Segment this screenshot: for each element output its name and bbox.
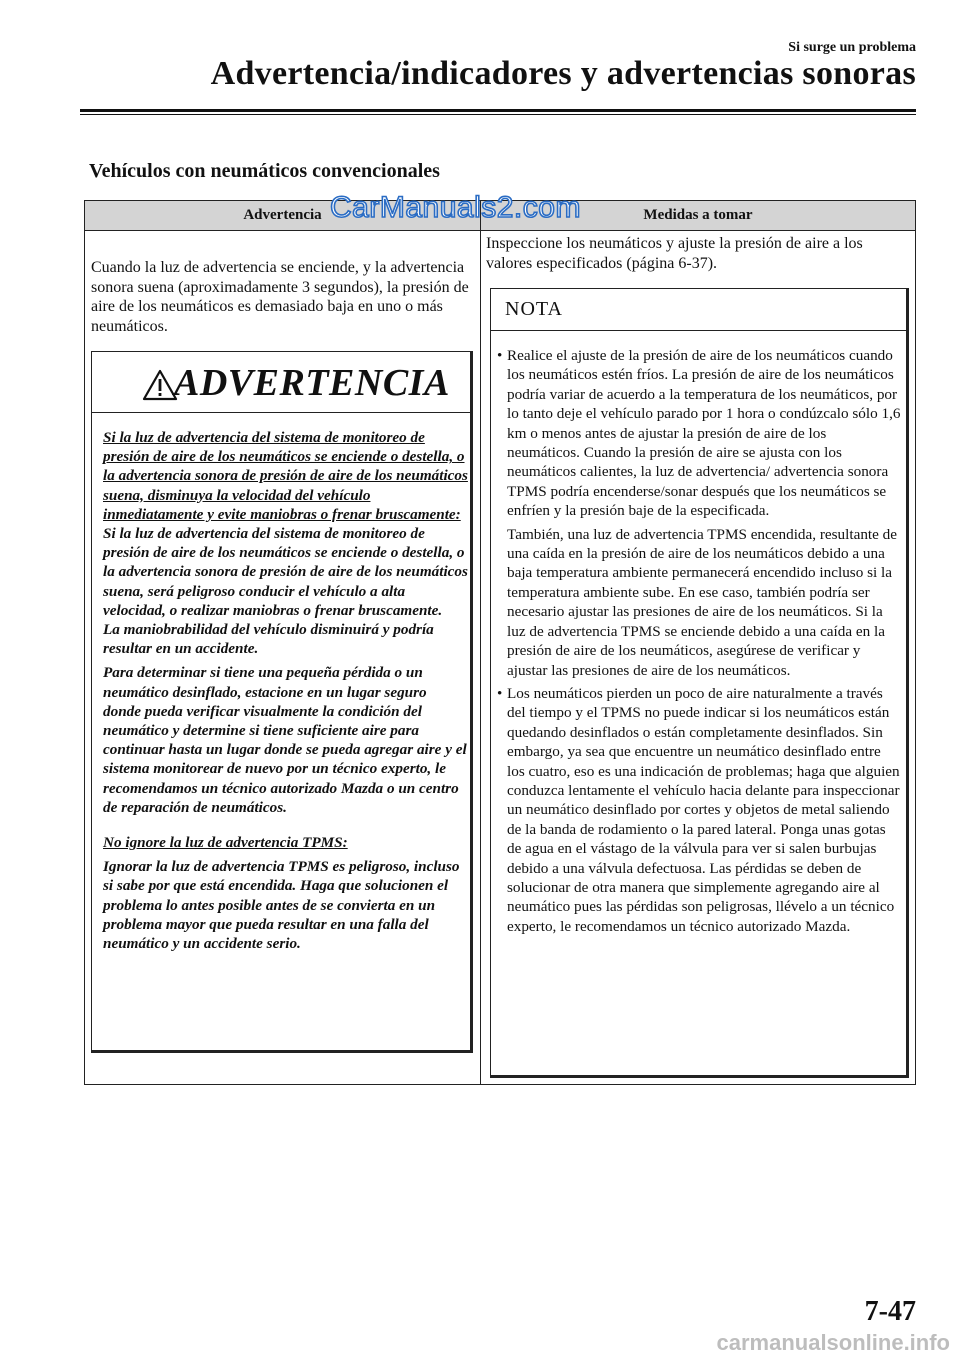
header-rule	[80, 109, 916, 115]
nota-bullet-2-text: Los neumáticos pierden un poco de aire naturalmente a través del tiempo y el TPMS no puede indicar si los neumáticos están quedando desinflados o están completamente desinflados. Sin embargo, ya sea que encuentre un neumático desinflado entre los cuatro, eso es una indicación de problemas; haga que alguien conduzca lentamente el vehículo hacia delante para inspeccionar un neumático desinflado por cortes y objetos de metal saliendo de la banda de rodamiento o la pared lateral. Ponga unas gotas de agua en el vástago de la válvula para ver si salen burbujas debido a una válvula defectuosa. Las pérdidas se deben de solucionar de otra manera que simplemente agregando aire al neumático pues las pérdidas son peligrosas, llévelo a un técnico experto, le recomendamos un técnico autorizado Mazda.	[507, 684, 900, 935]
warning-description: Cuando la luz de advertencia se enciende, y la advertencia sonora suena (aproximadamente 3 segundos), la presión de aire de los neumáticos es demasiado baja en uno o más neumáticos.	[91, 259, 469, 335]
nota-bullet-2	[497, 684, 901, 936]
bullet-dot: •	[497, 684, 503, 702]
chapter-label: Si surge un problema	[788, 40, 916, 55]
nota-bullet-1-text: Realice el ajuste de la presión de aire de los neumáticos cuando los neumáticos estén fríos. La presión de aire de los neumáticos podría variar de acuerdo a la temperatura de los neumáticos, por lo tanto deje el vehículo parado por 1 hora o condúzcalo sólo 1,6 km o menos antes de ajustar la presión de aire de los neumáticos. Cuando la presión de aire se ajusta con los neumáticos calientes, la luz de advertencia/ advertencia sonora TPMS podría encenderse/sonar después que los neumáticos se enfríen y la presión baje de la especificada.	[507, 347, 901, 520]
advertencia-paragraph-3: Para determinar si tiene una pequeña pérdida o un neumático desinflado, estacione en un lugar seguro donde pueda verificar visualmente la condición del neumático y determine si tiene suficiente aire para continuar hasta un lugar donde se pueda agregar aire y el sistema monitorear de nuevo por un técnico experto, le recomendamos un técnico autorizado Mazda o un centro de reparación de neumáticos.	[103, 664, 467, 816]
section-title: Vehículos con neumáticos convencionales	[89, 160, 440, 182]
advertencia-heading-2: No ignore la luz de advertencia TPMS:	[103, 834, 348, 852]
action-text: Inspeccione los neumáticos y ajuste la presión de aire a los valores especificados (página 6-37).	[486, 235, 863, 272]
nota-header	[491, 289, 906, 331]
advertencia-paragraph-1: Si la luz de advertencia del sistema de monitoreo de presión de aire de los neumáticos se enciende o destella, o la advertencia sonora de presión de aire de los neumáticos suena, será peligroso conducir el vehículo a alta velocidad, o realizar maniobras o frenar bruscamente.	[103, 525, 468, 619]
advertencia-title: ADVERTENCIA	[174, 362, 450, 404]
bullet-dot: •	[497, 347, 503, 364]
nota-title: NOTA	[505, 298, 563, 320]
watermark-logo: CarManuals2.com	[330, 191, 581, 224]
nota-body	[497, 346, 901, 936]
advertencia-box	[91, 351, 473, 1053]
advertencia-heading-1: Si la luz de advertencia del sistema de monitoreo de presión de aire de los neumáticos se enciende o destella, o la advertencia sonora de presión de aire de los neumáticos suena, disminuya la velocidad del vehículo inmediatamente y evite maniobras o frenar bruscamente:	[103, 429, 468, 523]
nota-box	[490, 288, 909, 1078]
advertencia-paragraph-2: La maniobrabilidad del vehículo disminuirá y podría resultar en un accidente.	[103, 621, 434, 658]
nota-bullet-1-paragraph-2: También, una luz de advertencia TPMS encendida, resultante de una caída en la presión de aire de los neumáticos debido a una baja temperatura ambiente permanecerá encendido incluso si la temperatura ambiente sube. En ese caso, también podría ser necesario ajustar las presiones de aire de los neumáticos. Si la luz de advertencia TPMS se enciende debido a una caída en la presión de aire de los neumáticos, asegúrese de verificar y ajustar las presiones de aire de los neumáticos.	[507, 525, 898, 679]
column-header-medidas: Medidas a tomar	[643, 207, 753, 223]
column-header-advertencia: Advertencia	[243, 207, 322, 223]
advertencia-body	[103, 428, 468, 953]
nota-bullet-1	[497, 346, 901, 521]
page-number: 7-47	[864, 1296, 916, 1327]
footer-watermark: carmanualsonline.info	[716, 1330, 950, 1355]
warning-triangle-icon	[142, 369, 178, 401]
page-title: Advertencia/indicadores y advertencias sonoras	[210, 55, 916, 92]
column-divider	[480, 201, 481, 1084]
advertencia-header	[92, 352, 470, 413]
advertencia-paragraph-4: Ignorar la luz de advertencia TPMS es peligroso, incluso si sabe por que está encendida. Haga que solucionen el problema lo antes posible antes de se convierta en un problema mayor que pueda resultar en una falla del neumático y un accidente serio.	[103, 858, 460, 953]
